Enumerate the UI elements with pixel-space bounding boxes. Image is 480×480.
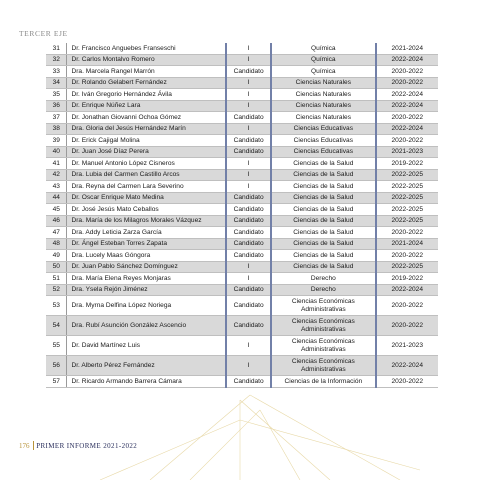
report-title: PRIMER INFORME 2021-2022 bbox=[36, 441, 138, 450]
sni-level: I bbox=[226, 356, 271, 376]
page-number: 176 bbox=[19, 441, 30, 450]
row-number: 47 bbox=[46, 227, 67, 239]
sni-level: I bbox=[226, 100, 271, 112]
sni-level: Candidato bbox=[226, 250, 271, 262]
knowledge-area: Ciencias de la Salud bbox=[271, 192, 375, 204]
knowledge-area-line2: Administrativas bbox=[300, 345, 346, 353]
researcher-name: Dra. Myrna Delfina López Noriega bbox=[67, 296, 226, 316]
knowledge-area bbox=[271, 336, 375, 356]
table-row bbox=[46, 54, 438, 66]
researcher-name: Dr. Manuel Antonio López Cisneros bbox=[67, 158, 226, 170]
knowledge-area-line2: Administrativas bbox=[300, 305, 346, 313]
table-row bbox=[46, 215, 438, 227]
table-row bbox=[46, 158, 438, 170]
table-row bbox=[46, 112, 438, 124]
validity-period: 2020-2022 bbox=[376, 376, 438, 388]
knowledge-area: Química bbox=[271, 66, 375, 78]
knowledge-area: Ciencias Naturales bbox=[271, 89, 375, 101]
table-row bbox=[46, 77, 438, 89]
section-label: TERCER EJE bbox=[19, 29, 68, 38]
knowledge-area: Ciencias de la Salud bbox=[271, 204, 375, 216]
validity-period: 2022-2025 bbox=[376, 181, 438, 193]
sni-level: I bbox=[226, 43, 271, 54]
knowledge-area-line1: Ciencias Económicas bbox=[291, 297, 355, 305]
row-number: 48 bbox=[46, 238, 67, 250]
validity-period: 2021-2024 bbox=[376, 43, 438, 54]
researcher-name: Dra. Lubia del Carmen Castillo Arcos bbox=[67, 169, 226, 181]
knowledge-area: Ciencias de la Salud bbox=[271, 261, 375, 273]
researcher-name: Dra. Gloria del Jesús Hernández Marín bbox=[67, 123, 226, 135]
validity-period: 2022-2025 bbox=[376, 204, 438, 216]
sni-level: Candidato bbox=[226, 204, 271, 216]
row-number: 50 bbox=[46, 261, 67, 273]
row-number: 45 bbox=[46, 204, 67, 216]
researcher-name: Dra. Ysela Rejón Jiménez bbox=[67, 284, 226, 296]
table-row bbox=[46, 204, 438, 216]
row-number: 41 bbox=[46, 158, 67, 170]
researcher-name: Dra. María de los Milagros Morales Vázquez bbox=[67, 215, 226, 227]
researcher-name: Dr. José Jesús Mato Ceballos bbox=[67, 204, 226, 216]
validity-period: 2022-2024 bbox=[376, 100, 438, 112]
knowledge-area: Ciencias de la Salud bbox=[271, 238, 375, 250]
row-number: 31 bbox=[46, 43, 67, 54]
validity-period: 2022-2025 bbox=[376, 215, 438, 227]
researcher-name: Dr. Enrique Núñez Lara bbox=[67, 100, 226, 112]
row-number: 39 bbox=[46, 135, 67, 147]
row-number: 51 bbox=[46, 273, 67, 285]
row-number: 32 bbox=[46, 54, 67, 66]
knowledge-area: Ciencias Naturales bbox=[271, 100, 375, 112]
row-number: 49 bbox=[46, 250, 67, 262]
researcher-name: Dr. Ángel Esteban Torres Zapata bbox=[67, 238, 226, 250]
table-row bbox=[46, 43, 438, 54]
footer-divider bbox=[33, 441, 34, 450]
sni-level: Candidato bbox=[226, 316, 271, 336]
validity-period: 2022-2024 bbox=[376, 284, 438, 296]
sni-level: I bbox=[226, 336, 271, 356]
knowledge-area: Ciencias Naturales bbox=[271, 112, 375, 124]
sni-level: I bbox=[226, 54, 271, 66]
table-row bbox=[46, 123, 438, 135]
knowledge-area: Ciencias Naturales bbox=[271, 77, 375, 89]
validity-period: 2022-2024 bbox=[376, 54, 438, 66]
researcher-name: Dra. Marcela Rangel Marrón bbox=[67, 66, 226, 78]
table-row bbox=[46, 238, 438, 250]
researcher-name: Dr. Oscar Enrique Mato Medina bbox=[67, 192, 226, 204]
row-number: 54 bbox=[46, 316, 67, 336]
row-number: 36 bbox=[46, 100, 67, 112]
knowledge-area: Ciencias Educativas bbox=[271, 123, 375, 135]
row-number: 33 bbox=[46, 66, 67, 78]
validity-period: 2020-2022 bbox=[376, 227, 438, 239]
row-number: 46 bbox=[46, 215, 67, 227]
sni-level: Candidato bbox=[226, 227, 271, 239]
knowledge-area: Química bbox=[271, 43, 375, 54]
table-row bbox=[46, 66, 438, 78]
researcher-name: Dra. Rubí Asunción González Ascencio bbox=[67, 316, 226, 336]
validity-period: 2022-2024 bbox=[376, 89, 438, 101]
knowledge-area-line1: Ciencias Económicas bbox=[291, 337, 355, 345]
validity-period: 2020-2022 bbox=[376, 77, 438, 89]
knowledge-area: Ciencias de la Salud bbox=[271, 169, 375, 181]
table-row bbox=[46, 356, 438, 376]
table-row bbox=[46, 316, 438, 336]
table-row bbox=[46, 146, 438, 158]
row-number: 56 bbox=[46, 356, 67, 376]
row-number: 55 bbox=[46, 336, 67, 356]
validity-period: 2022-2025 bbox=[376, 169, 438, 181]
table-row bbox=[46, 227, 438, 239]
row-number: 38 bbox=[46, 123, 67, 135]
knowledge-area: Ciencias de la Salud bbox=[271, 158, 375, 170]
row-number: 52 bbox=[46, 284, 67, 296]
sni-level: I bbox=[226, 261, 271, 273]
knowledge-area-line1: Ciencias Económicas bbox=[291, 357, 355, 365]
sni-level: I bbox=[226, 158, 271, 170]
researcher-name: Dr. Juan Pablo Sánchez Domínguez bbox=[67, 261, 226, 273]
validity-period: 2020-2022 bbox=[376, 250, 438, 262]
sni-level: I bbox=[226, 273, 271, 285]
knowledge-area-line2: Administrativas bbox=[300, 365, 346, 373]
researcher-name: Dra. María Elena Reyes Monjaras bbox=[67, 273, 226, 285]
knowledge-area: Ciencias Educativas bbox=[271, 146, 375, 158]
table-row bbox=[46, 89, 438, 101]
validity-period: 2021-2023 bbox=[376, 146, 438, 158]
researcher-name: Dr. Juan José Díaz Perera bbox=[67, 146, 226, 158]
knowledge-area: Ciencias de la Salud bbox=[271, 227, 375, 239]
row-number: 57 bbox=[46, 376, 67, 388]
researchers-table bbox=[46, 43, 438, 388]
researcher-name: Dr. Ricardo Armando Barrera Cámara bbox=[67, 376, 226, 388]
knowledge-area: Ciencias de la Información bbox=[271, 376, 375, 388]
sni-level: I bbox=[226, 181, 271, 193]
validity-period: 2021-2024 bbox=[376, 238, 438, 250]
validity-period: 2022-2024 bbox=[376, 356, 438, 376]
sni-level: I bbox=[226, 169, 271, 181]
table-row bbox=[46, 192, 438, 204]
sni-level: Candidato bbox=[226, 135, 271, 147]
researcher-name: Dr. Iván Gregorio Hernández Ávila bbox=[67, 89, 226, 101]
sni-level: Candidato bbox=[226, 215, 271, 227]
knowledge-area: Ciencias de la Salud bbox=[271, 250, 375, 262]
row-number: 34 bbox=[46, 77, 67, 89]
table-row bbox=[46, 169, 438, 181]
researcher-name: Dr. Erick Cajigal Molina bbox=[67, 135, 226, 147]
knowledge-area: Ciencias de la Salud bbox=[271, 215, 375, 227]
validity-period: 2020-2022 bbox=[376, 296, 438, 316]
researcher-name: Dr. Carlos Montalvo Romero bbox=[67, 54, 226, 66]
row-number: 40 bbox=[46, 146, 67, 158]
researcher-name: Dr. David Martínez Luis bbox=[67, 336, 226, 356]
row-number: 37 bbox=[46, 112, 67, 124]
table-row bbox=[46, 100, 438, 112]
validity-period: 2020-2022 bbox=[376, 135, 438, 147]
validity-period: 2022-2024 bbox=[376, 123, 438, 135]
sni-level: Candidato bbox=[226, 296, 271, 316]
knowledge-area: Ciencias de la Salud bbox=[271, 181, 375, 193]
validity-period: 2020-2022 bbox=[376, 112, 438, 124]
table-row bbox=[46, 181, 438, 193]
table-row bbox=[46, 296, 438, 316]
sni-level: I bbox=[226, 123, 271, 135]
knowledge-area bbox=[271, 356, 375, 376]
knowledge-area: Derecho bbox=[271, 273, 375, 285]
row-number: 43 bbox=[46, 181, 67, 193]
knowledge-area bbox=[271, 316, 375, 336]
table-row bbox=[46, 261, 438, 273]
researcher-name: Dra. Addy Leticia Zarza García bbox=[67, 227, 226, 239]
validity-period: 2019-2022 bbox=[376, 158, 438, 170]
knowledge-area-line1: Ciencias Económicas bbox=[291, 317, 355, 325]
researcher-name: Dra. Reyna del Carmen Lara Severino bbox=[67, 181, 226, 193]
sni-level: Candidato bbox=[226, 66, 271, 78]
validity-period: 2020-2022 bbox=[376, 316, 438, 336]
sni-level: Candidato bbox=[226, 238, 271, 250]
table-row bbox=[46, 273, 438, 285]
knowledge-area-line2: Administrativas bbox=[300, 325, 346, 333]
sni-level: Candidato bbox=[226, 146, 271, 158]
sni-level: Candidato bbox=[226, 112, 271, 124]
table-row bbox=[46, 376, 438, 388]
researcher-name: Dra. Lucely Maas Góngora bbox=[67, 250, 226, 262]
sni-level: I bbox=[226, 77, 271, 89]
knowledge-area bbox=[271, 296, 375, 316]
researcher-name: Dr. Alberto Pérez Fernández bbox=[67, 356, 226, 376]
row-number: 44 bbox=[46, 192, 67, 204]
validity-period: 2020-2022 bbox=[376, 66, 438, 78]
validity-period: 2022-2025 bbox=[376, 192, 438, 204]
sni-level: Candidato bbox=[226, 192, 271, 204]
row-number: 53 bbox=[46, 296, 67, 316]
row-number: 35 bbox=[46, 89, 67, 101]
researcher-name: Dr. Francisco Anguebes Franseschi bbox=[67, 43, 226, 54]
row-number: 42 bbox=[46, 169, 67, 181]
knowledge-area: Derecho bbox=[271, 284, 375, 296]
table-row bbox=[46, 135, 438, 147]
table-row bbox=[46, 250, 438, 262]
researcher-name: Dr. Jonathan Giovanni Ochoa Gómez bbox=[67, 112, 226, 124]
knowledge-area: Ciencias Educativas bbox=[271, 135, 375, 147]
sni-level: I bbox=[226, 89, 271, 101]
page-footer bbox=[19, 441, 137, 450]
table-row bbox=[46, 284, 438, 296]
sni-level: Candidato bbox=[226, 376, 271, 388]
sni-level: Candidato bbox=[226, 284, 271, 296]
validity-period: 2021-2023 bbox=[376, 336, 438, 356]
validity-period: 2019-2022 bbox=[376, 273, 438, 285]
validity-period: 2022-2025 bbox=[376, 261, 438, 273]
table-row bbox=[46, 336, 438, 356]
researcher-name: Dr. Rolando Gelabert Fernández bbox=[67, 77, 226, 89]
knowledge-area: Química bbox=[271, 54, 375, 66]
